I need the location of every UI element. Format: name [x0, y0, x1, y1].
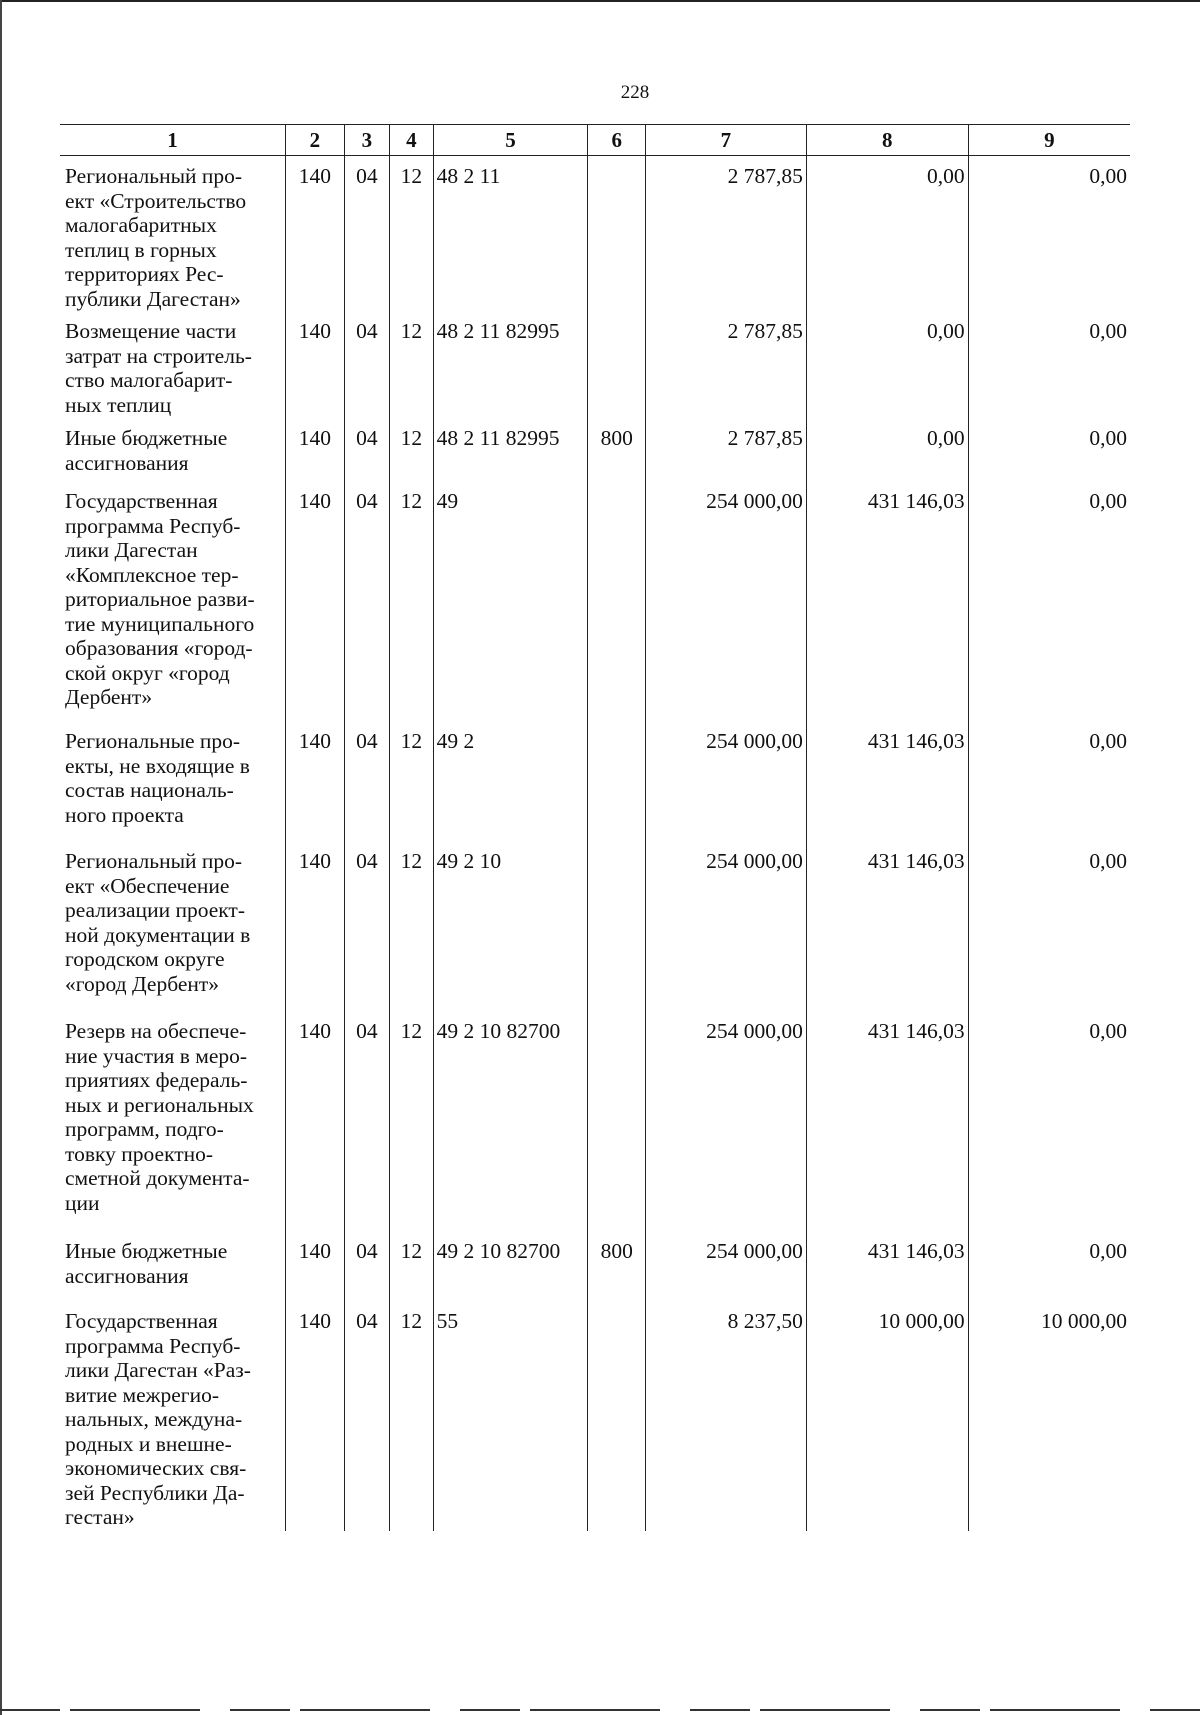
- column-header: 9: [968, 125, 1130, 156]
- cell-col-6: 800: [588, 418, 646, 481]
- column-header: 5: [433, 125, 588, 156]
- cell-col-5: 48 2 11 82995: [433, 311, 588, 418]
- row-name: Региональный про- ект «Строительство малогабаритных теплиц в горных территориях Рес- публики Дагестан»: [65, 164, 247, 311]
- row-name: Государственная программа Респуб- лики Дагестан «Раз- витие межрегио- нальных, междуна- родных и внешне- экономических свя- зей Республики Да- гестан»: [65, 1309, 251, 1529]
- table-row: [60, 311, 1130, 418]
- row-name: Иные бюджетные ассигнования: [65, 1239, 228, 1288]
- budget-table: [60, 124, 1130, 1531]
- cell-col-3: 04: [344, 721, 390, 841]
- cell-col-5: 49 2 10 82700: [433, 1231, 588, 1301]
- cell-col-9: 0,00: [968, 311, 1130, 418]
- cell-col-2: 140: [286, 1231, 345, 1301]
- cell-col-8: 431 146,03: [806, 1231, 968, 1301]
- cell-col-6: [588, 721, 646, 841]
- column-header: 4: [390, 125, 433, 156]
- cell-col-7: 2 787,85: [646, 156, 807, 312]
- cell-col-9: 0,00: [968, 481, 1130, 721]
- cell-col-8: 431 146,03: [806, 481, 968, 721]
- cell-col-5: 55: [433, 1301, 588, 1531]
- cell-col-6: 800: [588, 1231, 646, 1301]
- cell-col-7: 254 000,00: [646, 841, 807, 1011]
- cell-col-9: 0,00: [968, 721, 1130, 841]
- row-name: Возмещение части затрат на строитель- ство малогабарит- ных теплиц: [65, 319, 252, 417]
- row-name: Региональные про- екты, не входящие в состав националь- ного проекта: [65, 729, 250, 827]
- cell-col-3: 04: [344, 1011, 390, 1231]
- cell-col-5: 48 2 11 82995: [433, 418, 588, 481]
- scan-border-bottom: [0, 1709, 1200, 1711]
- cell-col-8: 0,00: [806, 156, 968, 312]
- row-name: Резерв на обеспече- ние участия в меро- приятиях федераль- ных и региональных программ, подго- товку проектно- сметной документа- ции: [65, 1019, 254, 1215]
- cell-col-4: 12: [390, 721, 433, 841]
- column-header: 8: [806, 125, 968, 156]
- table-row: [60, 481, 1130, 721]
- cell-col-8: 431 146,03: [806, 721, 968, 841]
- table-row: [60, 1301, 1130, 1531]
- cell-col-5: 49 2 10: [433, 841, 588, 1011]
- cell-col-9: 10 000,00: [968, 1301, 1130, 1531]
- cell-col-6: [588, 1301, 646, 1531]
- cell-col-2: 140: [286, 721, 345, 841]
- cell-col-7: 254 000,00: [646, 721, 807, 841]
- row-name: Иные бюджетные ассигнования: [65, 426, 228, 475]
- cell-col-9: 0,00: [968, 418, 1130, 481]
- cell-col-5: 49 2 10 82700: [433, 1011, 588, 1231]
- cell-col-4: 12: [390, 418, 433, 481]
- cell-col-9: 0,00: [968, 841, 1130, 1011]
- cell-col-8: 431 146,03: [806, 841, 968, 1011]
- cell-col-7: 254 000,00: [646, 481, 807, 721]
- cell-col-3: 04: [344, 841, 390, 1011]
- cell-col-6: [588, 156, 646, 312]
- cell-col-3: 04: [344, 418, 390, 481]
- cell-col-4: 12: [390, 481, 433, 721]
- column-header: 3: [344, 125, 390, 156]
- table-row: [60, 1231, 1130, 1301]
- table-row: [60, 721, 1130, 841]
- cell-col-7: 8 237,50: [646, 1301, 807, 1531]
- row-name: Государственная программа Респуб- лики Дагестан «Комплексное тер- риториальное разви- тие муниципального образования «город- ской округ «город Дербент»: [65, 489, 255, 709]
- cell-col-2: 140: [286, 311, 345, 418]
- cell-col-4: 12: [390, 1301, 433, 1531]
- cell-col-9: 0,00: [968, 1011, 1130, 1231]
- cell-col-3: 04: [344, 1231, 390, 1301]
- column-header: 2: [286, 125, 345, 156]
- table-row: [60, 841, 1130, 1011]
- cell-col-7: 254 000,00: [646, 1011, 807, 1231]
- cell-col-6: [588, 311, 646, 418]
- cell-col-4: 12: [390, 1231, 433, 1301]
- cell-col-6: [588, 481, 646, 721]
- cell-col-5: 48 2 11: [433, 156, 588, 312]
- cell-col-4: 12: [390, 1011, 433, 1231]
- cell-col-9: 0,00: [968, 156, 1130, 312]
- cell-col-5: 49: [433, 481, 588, 721]
- cell-col-8: 0,00: [806, 418, 968, 481]
- cell-col-5: 49 2: [433, 721, 588, 841]
- table-header-row: [60, 125, 1130, 156]
- table-row: [60, 418, 1130, 481]
- cell-col-7: 2 787,85: [646, 311, 807, 418]
- cell-col-2: 140: [286, 1301, 345, 1531]
- cell-col-7: 2 787,85: [646, 418, 807, 481]
- cell-col-2: 140: [286, 481, 345, 721]
- scan-border-top: [0, 0, 1200, 2]
- column-header: 1: [60, 125, 286, 156]
- cell-col-2: 140: [286, 1011, 345, 1231]
- cell-col-3: 04: [344, 311, 390, 418]
- cell-col-6: [588, 1011, 646, 1231]
- cell-col-9: 0,00: [968, 1231, 1130, 1301]
- cell-col-3: 04: [344, 1301, 390, 1531]
- cell-col-8: 10 000,00: [806, 1301, 968, 1531]
- cell-col-2: 140: [286, 418, 345, 481]
- column-header: 6: [588, 125, 646, 156]
- cell-col-3: 04: [344, 156, 390, 312]
- table-row: [60, 156, 1130, 312]
- cell-col-7: 254 000,00: [646, 1231, 807, 1301]
- cell-col-4: 12: [390, 841, 433, 1011]
- cell-col-8: 431 146,03: [806, 1011, 968, 1231]
- table-row: [60, 1011, 1130, 1231]
- cell-col-4: 12: [390, 311, 433, 418]
- cell-col-4: 12: [390, 156, 433, 312]
- page-number: 228: [620, 82, 650, 103]
- cell-col-8: 0,00: [806, 311, 968, 418]
- column-header: 7: [646, 125, 807, 156]
- cell-col-2: 140: [286, 841, 345, 1011]
- cell-col-3: 04: [344, 481, 390, 721]
- cell-col-6: [588, 841, 646, 1011]
- cell-col-2: 140: [286, 156, 345, 312]
- row-name: Региональный про- ект «Обеспечение реализации проект- ной документации в городском округе «город Дербент»: [65, 849, 251, 996]
- scan-border-left: [0, 0, 2, 1715]
